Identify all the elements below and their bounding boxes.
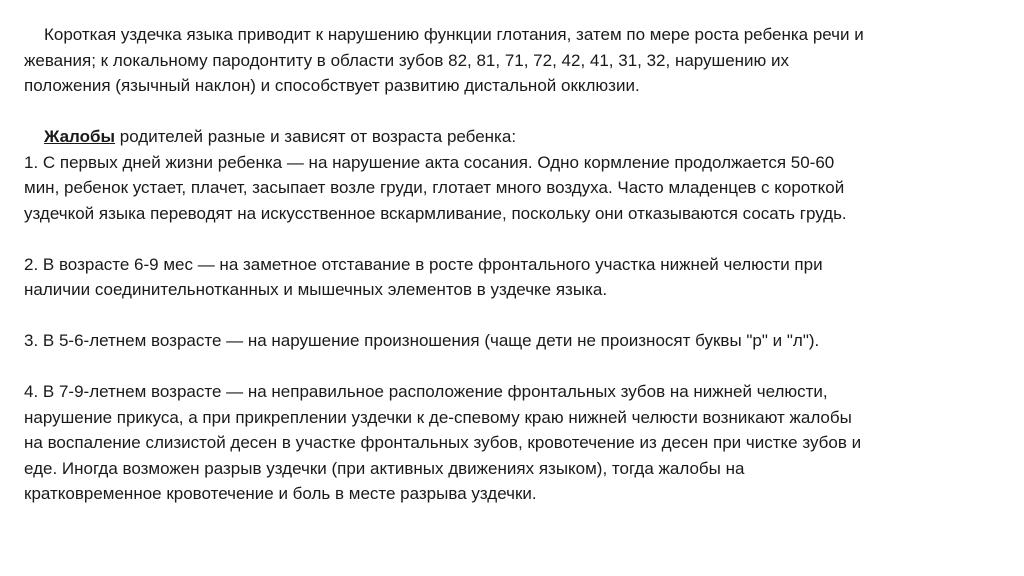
- item2-line-1: 2. В возрасте 6-9 мес — на заметное отставание в росте фронтального участка нижней челюсти при: [24, 254, 823, 274]
- item4-line-3: на воспаление слизистой десен в участке фронтальных зубов, кровотечение из десен при чистке зубов и: [24, 433, 862, 452]
- item4-line-5: кратковременное кровотечение и боль в месте разрыва уздечки.: [24, 484, 537, 503]
- item1-line-1: 1. С первых дней жизни ребенка — на нарушение акта сосания. Одно кормление продолжается 50-60: [24, 152, 835, 172]
- item2-line-2: наличии соединительнотканных и мышечных элементов в уздечке языка.: [24, 280, 608, 299]
- intro-line-3: положения (язычный наклон) и способствует развитию дистальной окклюзии.: [24, 76, 640, 95]
- item1-line-2: мин, ребенок устает, плачет, засыпает возле груди, глотает много воздуха. Часто младенцев с короткой: [24, 178, 845, 197]
- item4-line-1: 4. В 7-9-летнем возрасте — на неправильное расположение фронтальных зубов на нижней челюсти,: [24, 382, 828, 401]
- item3-line-1: 3. В 5-6-летнем возрасте — на нарушение произношения (чаще дети не произносят буквы "р" и "л").: [24, 331, 820, 350]
- complaints-heading: [24, 124, 1004, 150]
- spacer: [24, 226, 1004, 252]
- complaints-heading-bold: Жалобы: [44, 127, 116, 146]
- item1-line-3: уздечкой языка переводят на искусственное вскармливание, поскольку они отказываются сосать грудь.: [24, 203, 847, 223]
- spacer: [24, 303, 1004, 329]
- complaints-heading-rest: родителей разные и зависят от возраста ребенка:: [115, 127, 517, 146]
- intro-line-2: жевания; к локальному пародонтиту в области зубов 82, 81, 71, 72, 42, 41, 31, 32, нарушению их: [24, 50, 790, 70]
- slide-text: [24, 22, 1004, 507]
- spacer: [24, 99, 1004, 125]
- intro-line-1: Короткая уздечка языка приводит к нарушению функции глотания, затем по мере роста ребенка речи и: [44, 25, 864, 44]
- spacer: [24, 354, 1004, 380]
- item4-line-4: еде. Иногда возможен разрыв уздечки (при активных движениях языком), тогда жалобы на: [24, 458, 745, 478]
- item4-line-2: нарушение прикуса, а при прикреплении уздечки к де-спевому краю нижней челюсти возникают жалобы: [24, 407, 852, 427]
